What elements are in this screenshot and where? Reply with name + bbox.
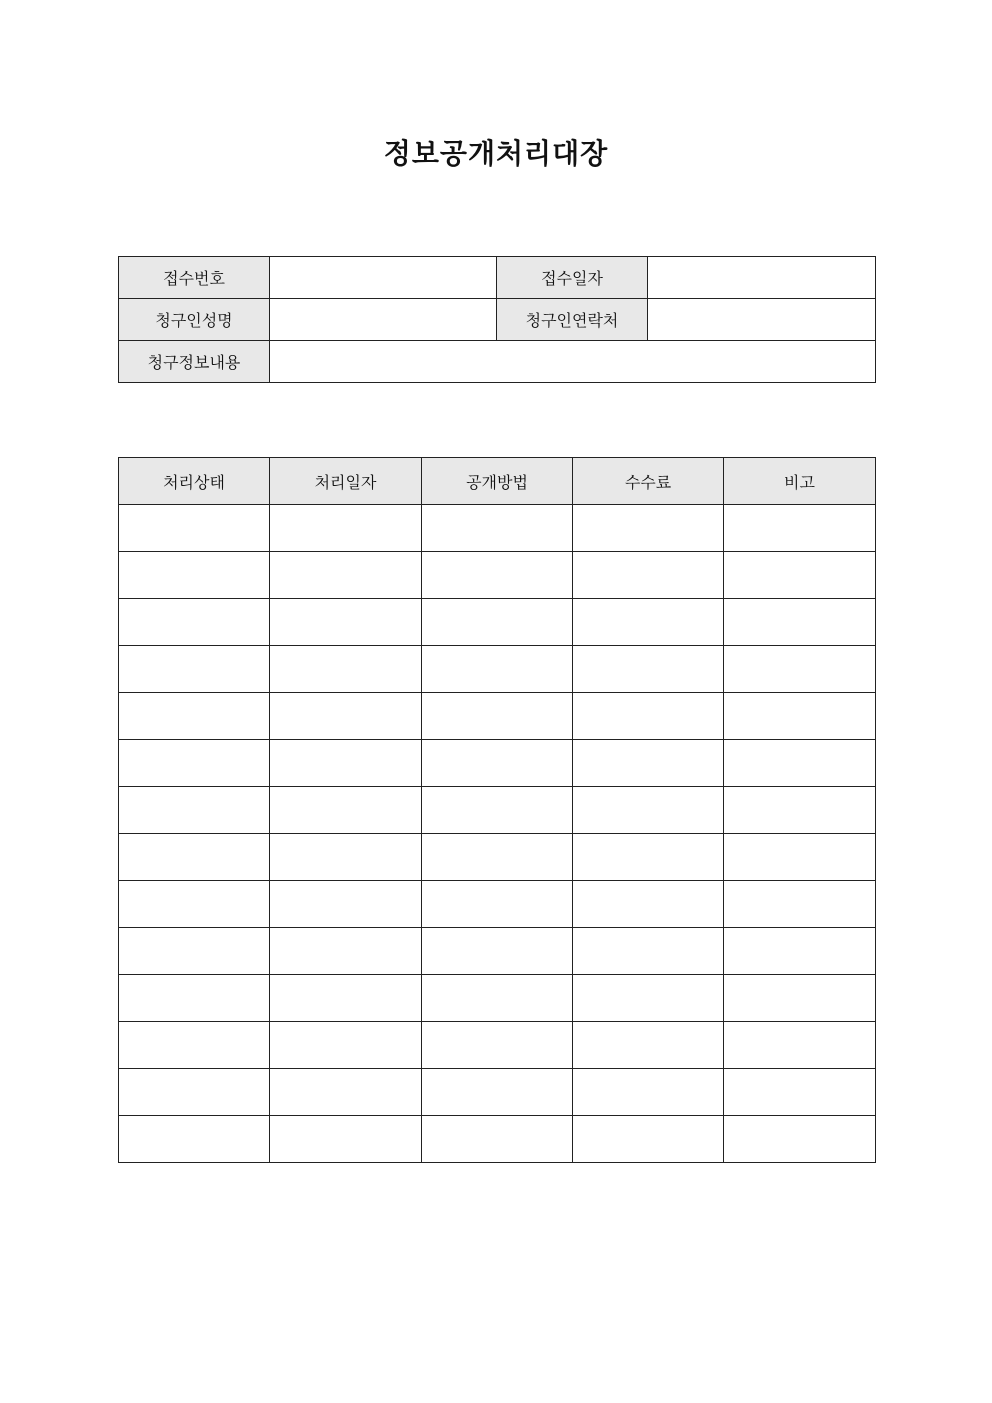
cell-date[interactable]	[270, 975, 422, 1022]
cell-date[interactable]	[270, 646, 422, 693]
table-row	[119, 740, 876, 787]
requested-info-label: 청구정보내용	[119, 341, 270, 383]
column-header-status: 처리상태	[119, 458, 270, 505]
requester-contact-field[interactable]	[648, 299, 876, 341]
cell-date[interactable]	[270, 740, 422, 787]
cell-method[interactable]	[422, 599, 573, 646]
cell-status[interactable]	[119, 1069, 270, 1116]
cell-fee[interactable]	[573, 928, 724, 975]
table-row	[119, 1116, 876, 1163]
cell-remarks[interactable]	[724, 1069, 876, 1116]
table-row	[119, 1069, 876, 1116]
cell-remarks[interactable]	[724, 693, 876, 740]
table-row	[119, 552, 876, 599]
cell-method[interactable]	[422, 1022, 573, 1069]
cell-remarks[interactable]	[724, 928, 876, 975]
processing-log-table	[118, 457, 876, 1163]
cell-remarks[interactable]	[724, 552, 876, 599]
cell-fee[interactable]	[573, 1022, 724, 1069]
column-header-date: 처리일자	[270, 458, 422, 505]
info-row-requester	[119, 299, 876, 341]
cell-date[interactable]	[270, 834, 422, 881]
cell-remarks[interactable]	[724, 1022, 876, 1069]
cell-fee[interactable]	[573, 552, 724, 599]
cell-fee[interactable]	[573, 975, 724, 1022]
cell-remarks[interactable]	[724, 787, 876, 834]
cell-method[interactable]	[422, 975, 573, 1022]
cell-date[interactable]	[270, 1022, 422, 1069]
cell-status[interactable]	[119, 599, 270, 646]
log-header-row	[119, 458, 876, 505]
cell-method[interactable]	[422, 646, 573, 693]
cell-date[interactable]	[270, 552, 422, 599]
cell-method[interactable]	[422, 1069, 573, 1116]
cell-remarks[interactable]	[724, 975, 876, 1022]
cell-status[interactable]	[119, 881, 270, 928]
requested-info-field[interactable]	[270, 341, 876, 383]
cell-method[interactable]	[422, 740, 573, 787]
cell-date[interactable]	[270, 928, 422, 975]
cell-fee[interactable]	[573, 693, 724, 740]
cell-date[interactable]	[270, 505, 422, 552]
cell-date[interactable]	[270, 1116, 422, 1163]
cell-method[interactable]	[422, 693, 573, 740]
cell-status[interactable]	[119, 834, 270, 881]
cell-remarks[interactable]	[724, 599, 876, 646]
cell-method[interactable]	[422, 834, 573, 881]
table-row	[119, 599, 876, 646]
cell-method[interactable]	[422, 552, 573, 599]
cell-status[interactable]	[119, 646, 270, 693]
cell-fee[interactable]	[573, 1116, 724, 1163]
table-row	[119, 834, 876, 881]
cell-fee[interactable]	[573, 881, 724, 928]
cell-fee[interactable]	[573, 1069, 724, 1116]
cell-remarks[interactable]	[724, 505, 876, 552]
cell-fee[interactable]	[573, 599, 724, 646]
cell-status[interactable]	[119, 552, 270, 599]
cell-date[interactable]	[270, 693, 422, 740]
cell-status[interactable]	[119, 928, 270, 975]
cell-status[interactable]	[119, 693, 270, 740]
cell-status[interactable]	[119, 505, 270, 552]
cell-method[interactable]	[422, 1116, 573, 1163]
cell-date[interactable]	[270, 881, 422, 928]
info-row-requested-info	[119, 341, 876, 383]
receipt-date-field[interactable]	[648, 257, 876, 299]
cell-method[interactable]	[422, 881, 573, 928]
info-row-receipt	[119, 257, 876, 299]
table-row	[119, 646, 876, 693]
cell-status[interactable]	[119, 787, 270, 834]
column-header-fee: 수수료	[573, 458, 724, 505]
cell-date[interactable]	[270, 1069, 422, 1116]
table-row	[119, 928, 876, 975]
table-row	[119, 505, 876, 552]
cell-method[interactable]	[422, 928, 573, 975]
cell-fee[interactable]	[573, 787, 724, 834]
cell-status[interactable]	[119, 1022, 270, 1069]
cell-date[interactable]	[270, 787, 422, 834]
table-row	[119, 881, 876, 928]
document-title: 정보공개처리대장	[383, 137, 609, 170]
cell-remarks[interactable]	[724, 881, 876, 928]
cell-remarks[interactable]	[724, 646, 876, 693]
column-header-remarks: 비고	[724, 458, 876, 505]
requester-name-label: 청구인성명	[119, 299, 270, 341]
cell-status[interactable]	[119, 975, 270, 1022]
cell-fee[interactable]	[573, 505, 724, 552]
table-row	[119, 693, 876, 740]
cell-status[interactable]	[119, 1116, 270, 1163]
cell-date[interactable]	[270, 599, 422, 646]
cell-remarks[interactable]	[724, 740, 876, 787]
requester-name-field[interactable]	[270, 299, 497, 341]
log-table-body	[119, 505, 876, 1163]
table-row	[119, 975, 876, 1022]
cell-remarks[interactable]	[724, 1116, 876, 1163]
receipt-number-field[interactable]	[270, 257, 497, 299]
cell-remarks[interactable]	[724, 834, 876, 881]
receipt-number-label: 접수번호	[119, 257, 270, 299]
table-row	[119, 787, 876, 834]
cell-status[interactable]	[119, 740, 270, 787]
requester-contact-label: 청구인연락처	[497, 299, 648, 341]
column-header-method: 공개방법	[422, 458, 573, 505]
cell-method[interactable]	[422, 505, 573, 552]
table-row	[119, 1022, 876, 1069]
request-info-table	[118, 256, 876, 383]
receipt-date-label: 접수일자	[497, 257, 648, 299]
cell-fee[interactable]	[573, 740, 724, 787]
cell-fee[interactable]	[573, 834, 724, 881]
cell-fee[interactable]	[573, 646, 724, 693]
cell-method[interactable]	[422, 787, 573, 834]
